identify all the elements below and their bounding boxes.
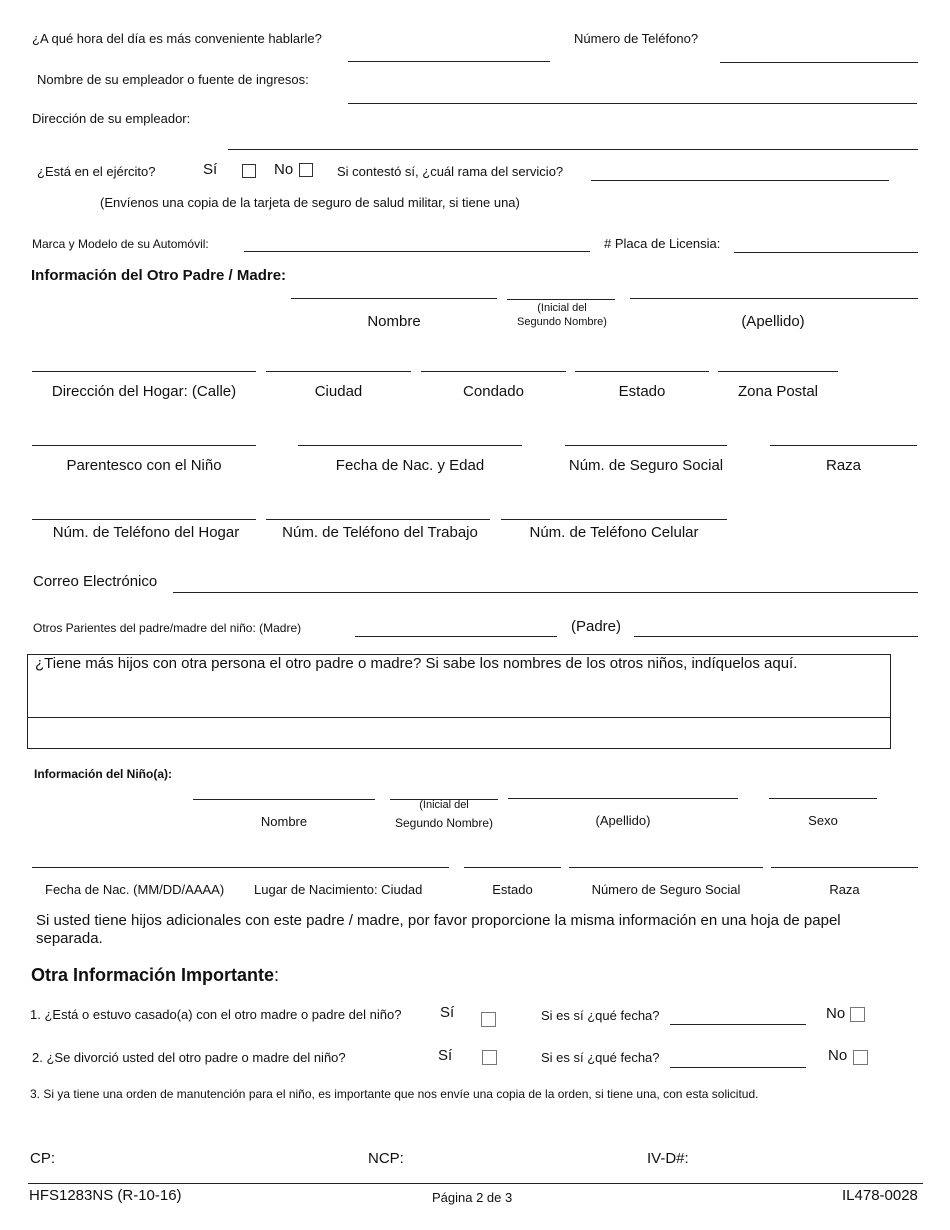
military-question: ¿Está en el ejército? — [37, 164, 156, 179]
page-number: Página 2 de 3 — [432, 1190, 513, 1205]
op-dob-input[interactable] — [298, 445, 522, 446]
op-relatives-label: Otros Parientes del padre/madre del niño: (Madre) — [33, 621, 302, 635]
q1-label: 1. ¿Está o estuvo casado(a) con el otro madre o padre del niño? — [30, 1007, 402, 1022]
vehicle-label: Marca y Modelo de su Automóvil: — [32, 237, 209, 251]
op-state-input[interactable] — [575, 371, 709, 372]
child-sex-label: Sexo — [808, 813, 838, 828]
op-city-input[interactable] — [266, 371, 411, 372]
op-cell-phone-input[interactable] — [501, 519, 727, 520]
footer-rule — [28, 1183, 923, 1184]
op-middle-input[interactable] — [507, 299, 615, 300]
military-no-label: No — [274, 161, 294, 178]
op-lastname-label: (Apellido) — [741, 313, 805, 330]
op-ssn-label: Núm. de Seguro Social — [568, 457, 724, 474]
q3-text: 3. Si ya tiene una orden de manutención para el niño, es importante que nos envíe una copia de la orden, si tiene una, con esta solicitud. — [30, 1087, 759, 1101]
op-name-label: Nombre — [367, 313, 421, 330]
ncp-label: NCP: — [368, 1150, 404, 1167]
other-children-question: ¿Tiene más hijos con otra persona el otro padre o madre? Si sabe los nombres de los otros niños, indíquelos aquí. — [35, 655, 798, 672]
employer-address-input[interactable] — [228, 149, 918, 150]
op-name-input[interactable] — [291, 298, 497, 299]
op-race-input[interactable] — [770, 445, 917, 446]
best-time-input[interactable] — [348, 61, 550, 62]
military-branch-label: Si contestó sí, ¿cuál rama del servicio? — [337, 164, 564, 179]
op-relatives-father-input[interactable] — [634, 636, 918, 637]
q2-yes-label: Sí — [438, 1047, 453, 1064]
child-sex-input[interactable] — [769, 798, 877, 799]
child-dob-birthplace-input[interactable] — [32, 867, 449, 868]
op-zip-label: Zona Postal — [737, 383, 819, 400]
op-relatives-father-label: (Padre) — [571, 618, 622, 635]
phone-label: Número de Teléfono? — [574, 31, 699, 46]
employer-input[interactable] — [348, 103, 917, 104]
q1-no-label: No — [826, 1005, 846, 1022]
op-relationship-input[interactable] — [32, 445, 256, 446]
q1-no-checkbox[interactable] — [850, 1007, 865, 1022]
child-lastname-label: (Apellido) — [595, 813, 651, 828]
child-middle-label-2: Segundo Nombre) — [394, 816, 494, 830]
child-ssn-input[interactable] — [569, 867, 763, 868]
q1-date-label: Si es sí ¿qué fecha? — [541, 1008, 660, 1023]
q2-date-input[interactable] — [670, 1067, 806, 1068]
op-relatives-mother-input[interactable] — [355, 636, 557, 637]
form-id: HFS1283NS (R-10-16) — [29, 1187, 182, 1204]
form-code: IL478-0028 — [842, 1187, 918, 1204]
op-middle-label-1: (Inicial del — [537, 302, 587, 314]
op-relationship-label: Parentesco con el Niño — [66, 457, 222, 474]
op-ssn-input[interactable] — [565, 445, 727, 446]
op-cell-phone-label: Núm. de Teléfono Celular — [529, 524, 699, 541]
vehicle-input[interactable] — [244, 251, 590, 252]
plate-label: # Placa de Licensia: — [604, 236, 721, 251]
op-dob-label: Fecha de Nac. y Edad — [335, 457, 485, 474]
important-heading-colon: : — [274, 965, 280, 985]
child-state-label: Estado — [492, 882, 533, 897]
q2-no-label: No — [828, 1047, 848, 1064]
op-home-phone-label: Núm. de Teléfono del Hogar — [52, 524, 240, 541]
child-name-label: Nombre — [260, 814, 308, 829]
other-parent-heading: Información del Otro Padre / Madre: — [31, 267, 287, 284]
child-state-input[interactable] — [464, 867, 561, 868]
op-street-input[interactable] — [32, 371, 256, 372]
cp-label: CP: — [30, 1150, 56, 1167]
plate-input[interactable] — [734, 252, 918, 253]
child-birthplace-label: Lugar de Nacimiento: Ciudad — [254, 882, 423, 897]
military-yes-label: Sí — [203, 161, 218, 178]
child-dob-label: Fecha de Nac. (MM/DD/AAAA) — [45, 882, 225, 897]
q1-date-input[interactable] — [670, 1024, 806, 1025]
ivd-label: IV-D#: — [647, 1150, 689, 1167]
phone-input[interactable] — [720, 62, 918, 63]
best-time-label: ¿A qué hora del día es más conveniente hablarle? — [32, 31, 322, 46]
child-ssn-label: Número de Seguro Social — [591, 882, 741, 897]
military-note: (Envíenos una copia de la tarjeta de seguro de salud militar, si tiene una) — [100, 195, 520, 210]
op-county-label: Condado — [463, 383, 524, 400]
op-race-label: Raza — [825, 457, 862, 474]
child-heading: Información del Niño(a): — [34, 767, 172, 781]
op-work-phone-label: Núm. de Teléfono del Trabajo — [282, 524, 478, 541]
op-home-phone-input[interactable] — [32, 519, 256, 520]
op-county-input[interactable] — [421, 371, 566, 372]
q2-date-label: Si es sí ¿qué fecha? — [541, 1050, 660, 1065]
op-email-label: Correo Electrónico — [33, 573, 158, 590]
other-children-divider — [27, 717, 891, 718]
child-lastname-input[interactable] — [508, 798, 738, 799]
op-street-label: Dirección del Hogar: (Calle) — [51, 383, 237, 400]
q2-yes-checkbox[interactable] — [482, 1050, 497, 1065]
op-work-phone-input[interactable] — [266, 519, 490, 520]
employer-label: Nombre de su empleador o fuente de ingresos: — [37, 72, 309, 87]
important-heading — [31, 964, 279, 986]
military-yes-checkbox[interactable] — [242, 164, 256, 178]
child-middle-label-1: (Inicial del — [419, 799, 469, 811]
q1-yes-checkbox[interactable] — [481, 1012, 496, 1027]
military-no-checkbox[interactable] — [299, 163, 313, 177]
q2-no-checkbox[interactable] — [853, 1050, 868, 1065]
employer-address-label: Dirección de su empleador: — [32, 111, 191, 126]
child-additional-note: Si usted tiene hijos adicionales con este padre / madre, por favor proporcione la misma información en una hoja de papel separada. — [36, 912, 841, 947]
op-city-label: Ciudad — [314, 383, 363, 400]
child-name-input[interactable] — [193, 799, 375, 800]
important-heading-text: Otra Información Importante — [31, 965, 275, 985]
op-lastname-input[interactable] — [630, 298, 918, 299]
op-zip-input[interactable] — [718, 371, 838, 372]
child-race-input[interactable] — [771, 867, 918, 868]
op-state-label: Estado — [618, 383, 666, 400]
q1-yes-label: Sí — [440, 1004, 455, 1021]
military-branch-input[interactable] — [591, 180, 889, 181]
op-middle-label-2: Segundo Nombre) — [517, 316, 607, 328]
op-email-input[interactable] — [173, 592, 918, 593]
q2-label: 2. ¿Se divorció usted del otro padre o madre del niño? — [32, 1050, 346, 1065]
child-race-label: Raza — [829, 882, 860, 897]
